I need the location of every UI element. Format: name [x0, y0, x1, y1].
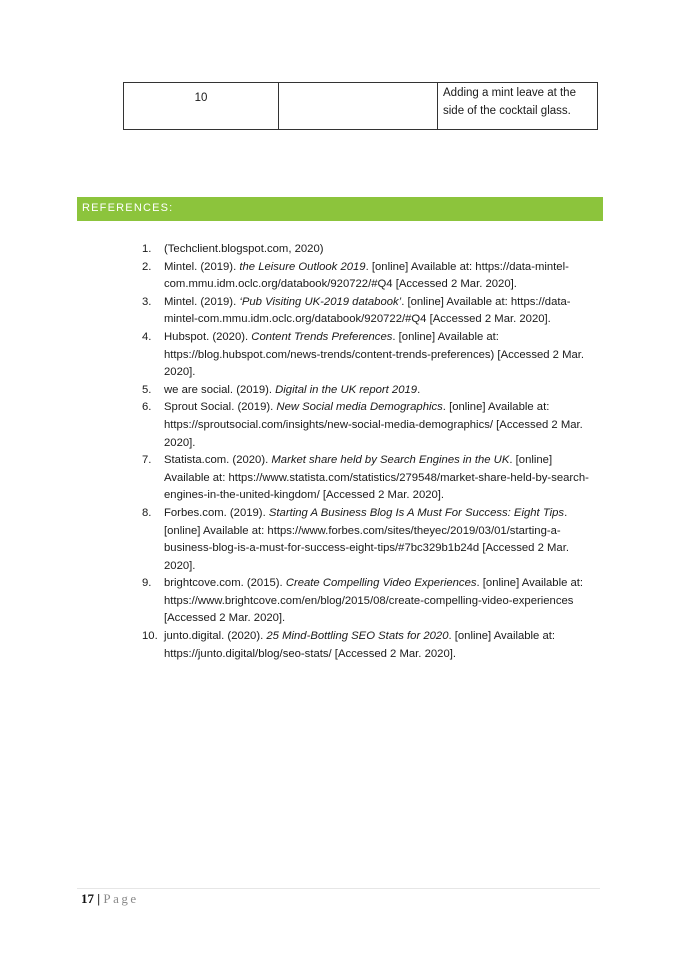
reference-source: . [online] Available at: https://www.forbes.com/sites/theyec/2019/03/01/starting-a-business-blog-is-a-must-for-success-eight-tips/#7bc329b1b24d [Accessed 2 Mar. 2020]. — [164, 506, 569, 572]
reference-author-year: Hubspot. (2020). — [164, 330, 252, 343]
page-number: 17 — [81, 891, 94, 906]
reference-number: 4. — [142, 330, 152, 343]
reference-title: Digital in the UK report 2019 — [275, 383, 418, 396]
reference-number: 10. — [142, 630, 158, 643]
reference-item — [142, 294, 597, 329]
reference-title: Create Compelling Video Experiences — [285, 577, 477, 590]
reference-item — [142, 399, 597, 452]
reference-number: 1. — [142, 243, 152, 255]
reference-source: . [online] Available at: https://www.statista.com/statistics/279548/market-share-held-by-search-engines-in-the-united-kingdom/ [Accessed 2 Mar. 2020]. — [164, 454, 589, 502]
reference-item — [142, 259, 597, 294]
reference-item — [142, 241, 597, 259]
footer-separator: | — [97, 891, 101, 906]
reference-author-year: brightcove.com. (2015). — [164, 577, 286, 590]
storyboard-table — [123, 82, 598, 130]
reference-source: . [online] Available at: https://sproutsocial.com/insights/new-social-media-demographics/ [Accessed 2 Mar. 2020]. — [164, 401, 583, 449]
reference-source: . [online] Available at: https://www.brightcove.com/en/blog/2015/08/create-compelling-video-experiences [Accessed 2 Mar. 2020]. — [164, 577, 584, 625]
reference-source: . — [417, 383, 421, 396]
table-row — [124, 83, 598, 130]
reference-title: Content Trends Preferences — [251, 330, 393, 343]
footer-divider — [77, 888, 600, 889]
reference-author-year: Sprout Social. (2019). — [164, 401, 277, 414]
reference-item — [142, 505, 597, 575]
reference-author-year: Mintel. (2019). — [164, 295, 240, 308]
reference-source: . [online] Available at: https://data-mintel-com.mmu.idm.oclc.org/databook/920722/#Q4 [Accessed 2 Mar. 2020]. — [164, 260, 569, 291]
reference-title: Market share held by Search Engines in the UK — [271, 454, 510, 467]
table-cell-description: Adding a mint leave at the side of the cocktail glass. — [438, 83, 598, 130]
reference-number: 5. — [142, 383, 152, 396]
reference-number: 8. — [142, 506, 152, 519]
reference-number: 3. — [142, 295, 152, 308]
section-banner — [77, 197, 603, 221]
reference-title: Starting A Business Blog Is A Must For Success: Eight Tips — [268, 506, 565, 519]
reference-title: New Social media Demographics — [276, 401, 443, 414]
table-cell-empty — [279, 83, 438, 130]
reference-source: . [online] Available at: https://blog.hubspot.com/news-trends/content-trends-preferences) [Accessed 2 Mar. 2020]. — [164, 330, 585, 379]
page-footer — [81, 891, 139, 907]
reference-author-year: (Techclient.blogspot.com, 2020) — [164, 243, 324, 255]
reference-list — [142, 241, 597, 663]
reference-item — [142, 382, 597, 400]
reference-item — [142, 452, 597, 505]
reference-author-year: we are social. (2019). — [164, 383, 276, 396]
reference-source: . [online] Available at: https://junto.digital/blog/seo-stats/ [Accessed 2 Mar. 2020]. — [164, 630, 556, 660]
reference-number: 6. — [142, 401, 152, 414]
reference-author-year: Mintel. (2019). — [164, 260, 240, 273]
section-heading: REFERENCES: — [82, 202, 174, 214]
reference-item — [142, 575, 597, 628]
reference-title: ‘Pub Visiting UK-2019 databook’ — [239, 295, 402, 308]
reference-author-year: Forbes.com. (2019). — [164, 506, 269, 519]
page-label: Page — [103, 891, 139, 906]
reference-item — [142, 329, 597, 382]
reference-title: the Leisure Outlook 2019 — [239, 260, 366, 273]
reference-title: 25 Mind-Bottling SEO Stats for 2020 — [266, 630, 449, 643]
reference-item — [142, 628, 597, 663]
reference-number: 7. — [142, 454, 152, 467]
reference-number: 9. — [142, 577, 152, 590]
table-cell-step: 10 — [124, 83, 279, 130]
reference-author-year: Statista.com. (2020). — [164, 454, 272, 467]
reference-author-year: junto.digital. (2020). — [164, 630, 267, 643]
reference-source: . [online] Available at: https://data-mintel-com.mmu.idm.oclc.org/databook/920722/#Q4 [Accessed 2 Mar. 2020]. — [164, 295, 571, 326]
reference-number: 2. — [142, 260, 152, 273]
